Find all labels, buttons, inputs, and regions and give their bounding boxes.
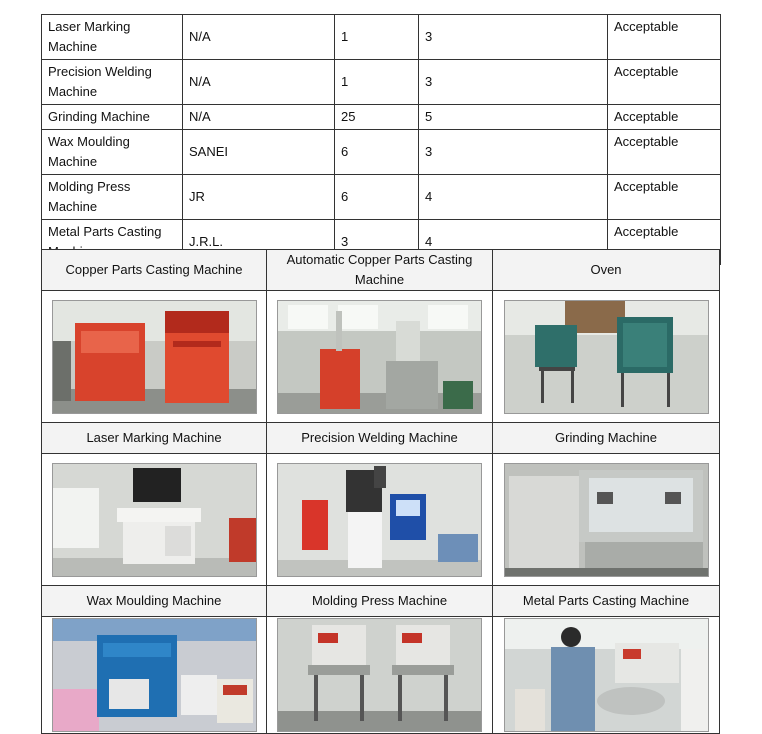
metal-parts-casting-machine-photo	[504, 618, 709, 732]
gallery-photo-row	[42, 454, 720, 586]
equipment-photo-gallery	[41, 249, 720, 734]
table-row	[42, 105, 721, 130]
grinding-machine-photo	[504, 463, 709, 577]
equipment-brand: N/A	[183, 15, 335, 60]
equipment-name: Grinding Machine	[42, 105, 183, 130]
equipment-status: Acceptable	[608, 105, 721, 130]
precision-welding-machine-photo	[277, 463, 482, 577]
table-row	[42, 175, 721, 220]
caption-oven: Oven	[493, 250, 720, 291]
equipment-years: 4	[419, 220, 608, 265]
gallery-photo-row	[42, 291, 720, 423]
oven-photo	[504, 300, 709, 414]
equipment-brand: N/A	[183, 105, 335, 130]
copper-casting-machine-photo	[52, 300, 257, 414]
equipment-quantity: 6	[335, 130, 419, 175]
caption-grinding-machine: Grinding Machine	[493, 423, 720, 454]
equipment-brand: JR	[183, 175, 335, 220]
automatic-copper-casting-machine-photo	[277, 300, 482, 414]
table-row	[42, 60, 721, 105]
caption-laser-marking-machine: Laser Marking Machine	[42, 423, 267, 454]
equipment-quantity: 1	[335, 15, 419, 60]
equipment-status: Acceptable	[608, 220, 721, 265]
caption-metal-parts-casting-machine: Metal Parts Casting Machine	[493, 586, 720, 617]
equipment-spec-table	[41, 14, 721, 265]
molding-press-machine-photo	[277, 618, 482, 732]
equipment-status: Acceptable	[608, 130, 721, 175]
gallery-caption-row	[42, 423, 720, 454]
equipment-quantity: 6	[335, 175, 419, 220]
gallery-caption-row	[42, 586, 720, 617]
equipment-name: Wax Moulding Machine	[42, 130, 183, 175]
equipment-brand: SANEI	[183, 130, 335, 175]
equipment-status: Acceptable	[608, 15, 721, 60]
equipment-name: Metal Parts Casting	[42, 220, 183, 265]
caption-wax-moulding-machine: Wax Moulding Machine	[42, 586, 267, 617]
equipment-status: Acceptable	[608, 60, 721, 105]
equipment-name: Precision Welding Machine	[42, 60, 183, 105]
equipment-brand: J.R.L.	[183, 220, 335, 265]
equipment-status: Acceptable	[608, 175, 721, 220]
gallery-caption-row	[42, 250, 720, 291]
caption-molding-press-machine: Molding Press Machine	[267, 586, 493, 617]
equipment-years: 4	[419, 175, 608, 220]
equipment-years: 5	[419, 105, 608, 130]
caption-automatic-copper-parts-casting-machine: Automatic Copper Parts Casting Machine	[267, 250, 493, 291]
gallery-photo-row	[42, 617, 720, 734]
equipment-name: Molding Press Machine	[42, 175, 183, 220]
equipment-years: 3	[419, 60, 608, 105]
equipment-name: Laser Marking Machine	[42, 15, 183, 60]
table-row	[42, 15, 721, 60]
wax-moulding-machine-photo	[52, 618, 257, 732]
laser-marking-machine-photo	[52, 463, 257, 577]
equipment-quantity: 25	[335, 105, 419, 130]
table-row	[42, 130, 721, 175]
equipment-quantity: 1	[335, 60, 419, 105]
equipment-years: 3	[419, 130, 608, 175]
equipment-years: 3	[419, 15, 608, 60]
equipment-brand: N/A	[183, 60, 335, 105]
equipment-quantity: 3	[335, 220, 419, 265]
caption-copper-parts-casting-machine: Copper Parts Casting Machine	[42, 250, 267, 291]
caption-precision-welding-machine: Precision Welding Machine	[267, 423, 493, 454]
